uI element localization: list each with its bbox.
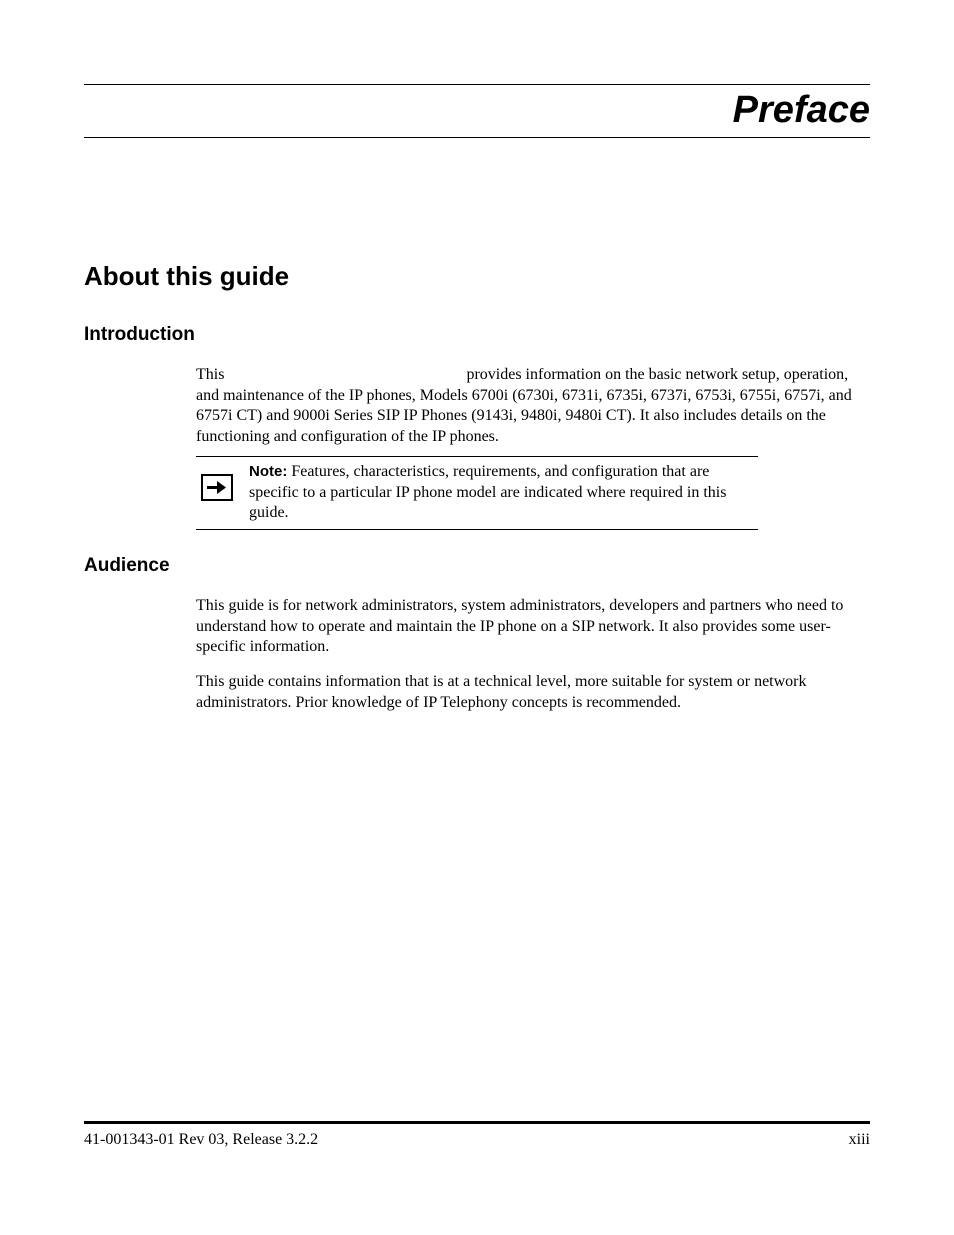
introduction-text-before: This xyxy=(196,366,225,383)
audience-heading: Audience xyxy=(84,555,170,576)
note-box xyxy=(196,456,758,530)
header-top-rule xyxy=(84,84,870,85)
footer-page-number: xiii xyxy=(848,1131,870,1148)
introduction-paragraph xyxy=(196,365,870,447)
note-text xyxy=(249,462,754,524)
section-title: About this guide xyxy=(84,261,290,291)
footer-rule xyxy=(84,1121,870,1124)
audience-paragraph-2: This guide contains information that is at a technical level, more suitable for system or network administrators. Prior knowledge of IP Telephony concepts is recommended. xyxy=(196,673,807,711)
arrow-right-icon xyxy=(201,474,233,501)
footer-doc-id: 41-001343-01 Rev 03, Release 3.2.2 xyxy=(84,1131,319,1148)
note-label: Note: xyxy=(249,463,288,480)
introduction-text-after: provides information on the basic network setup, operation, and maintenance of the IP phones, Models 6700i (6730i, 6731i, 6735i, 6737i, 6753i, 6755i, 6757i, and 6757i CT) and 9000i Series SIP IP Phones (9143i, 9480i, 9480i CT). It also includes details on the functioning and configuration of the IP phones. xyxy=(196,366,852,445)
note-body: Features, characteristics, requirements, and configuration that are specific to a particular IP phone model are indicated where required in this guide. xyxy=(249,463,727,521)
introduction-heading: Introduction xyxy=(84,324,195,345)
header-bottom-rule xyxy=(84,137,870,138)
chapter-title: Preface xyxy=(732,89,870,131)
audience-paragraph-1: This guide is for network administrators, system administrators, developers and partners who need to understand how to operate and maintain the IP phone on a SIP network. It also provides some user-specific information. xyxy=(196,597,844,655)
